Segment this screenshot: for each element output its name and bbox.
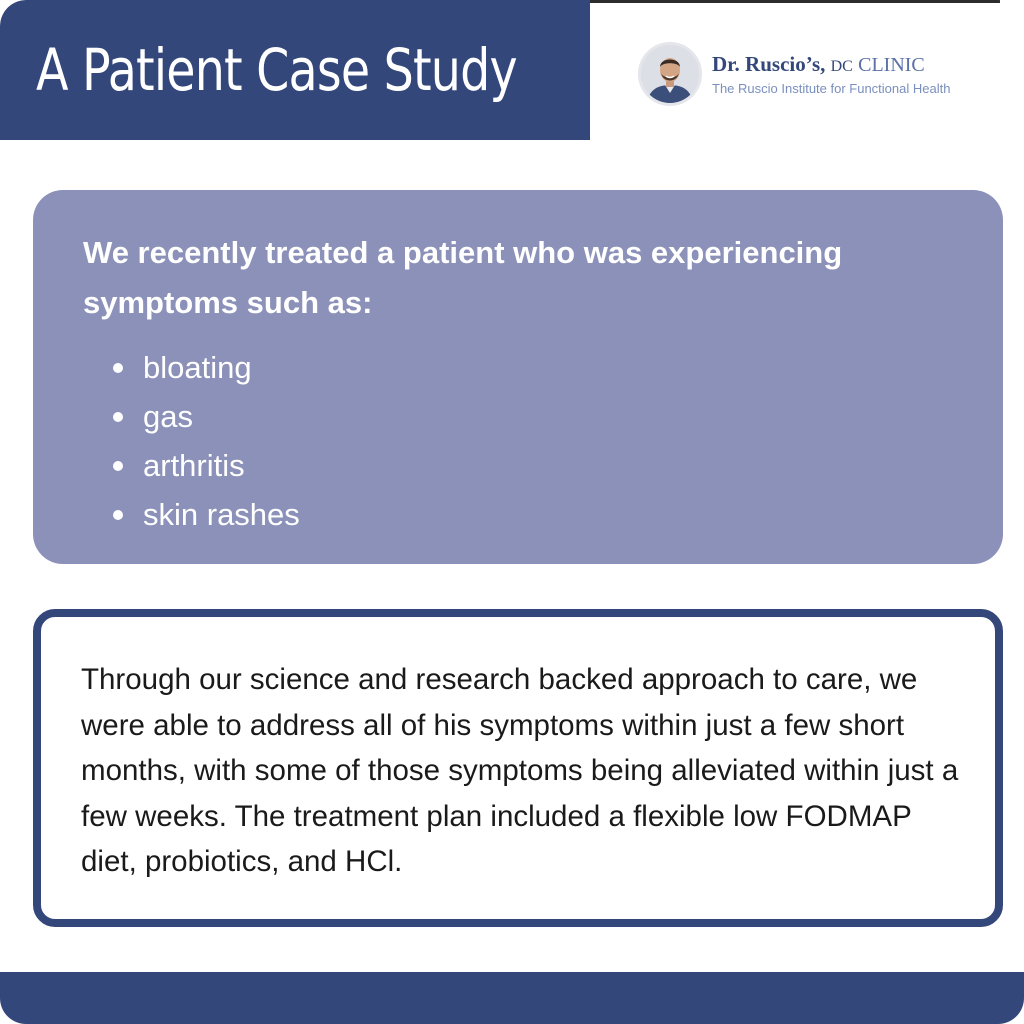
symptom-label: arthritis (143, 448, 245, 483)
list-item (83, 343, 953, 392)
logo-tagline: The Ruscio Institute for Functional Health (712, 81, 951, 96)
page-title: A Patient Case Study (36, 36, 517, 104)
bullet-icon (113, 461, 123, 471)
treatment-card (33, 609, 1003, 927)
bullet-icon (113, 510, 123, 520)
symptom-list (83, 343, 953, 539)
logo-name: Dr. Ruscio’s, (712, 52, 826, 76)
logo-dc: DC (830, 58, 853, 75)
symptom-label: bloating (143, 350, 252, 385)
bullet-icon (113, 412, 123, 422)
clinic-logo (638, 42, 950, 106)
symptoms-card (33, 190, 1003, 564)
list-item (83, 441, 953, 490)
logo-title (712, 52, 950, 77)
logo-text (712, 52, 950, 96)
symptom-label: gas (143, 399, 193, 434)
symptoms-intro: We recently treated a patient who was experiencing symptoms such as: (83, 235, 843, 320)
doctor-avatar (638, 42, 702, 106)
logo-clinic: CLINIC (858, 54, 925, 76)
title-banner (0, 0, 590, 140)
list-item (83, 392, 953, 441)
bullet-icon (113, 363, 123, 373)
symptom-label: skin rashes (143, 497, 300, 532)
treatment-text: Through our science and research backed approach to care, we were able to address all of his symptoms within just a few short months, with some of those symptoms being alleviated within just a few weeks. The treatment plan included a flexible low FODMAP diet, probiotics, and HCl. (81, 663, 959, 878)
footer-bar (0, 972, 1024, 1024)
list-item (83, 490, 953, 539)
top-divider (590, 0, 1000, 3)
